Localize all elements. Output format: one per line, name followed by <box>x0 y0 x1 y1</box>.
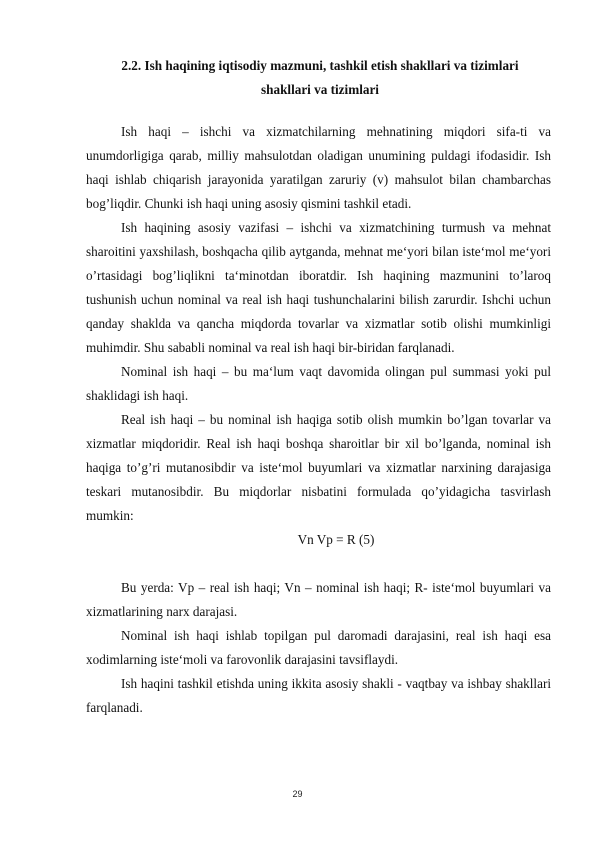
page-number: 29 <box>292 789 303 799</box>
section-heading <box>90 54 550 102</box>
paragraph-nominal-vs-real: Nominal ish haqi ishlab topilgan pul daromadi darajasini, real ish haqi esa xodimlarning iste‘moli va farovonlik darajasini tavsiflaydi. <box>86 628 551 667</box>
paragraph-formula-legend: Bu yerda: Vp – real ish haqi; Vn – nominal ish haqi; R- iste‘mol buyumlari va xizmatlarining narx darajasi. <box>86 580 551 619</box>
heading-line-1: 2.2. Ish haqining iqtisodiy mazmuni, tashkil etish shakllari va tizimlari <box>121 58 519 73</box>
paragraph-nominal-wage: Nominal ish haqi – bu ma‘lum vaqt davomida olingan pul summasi yoki pul shaklidagi ish haqi. <box>86 364 551 403</box>
formula: Vn Vp = R (5) <box>297 532 375 547</box>
body-text <box>86 120 551 720</box>
paragraph-main-function: Ish haqining asosiy vazifasi – ishchi va xizmatchining turmush va mehnat sharoitini yaxshilash, boshqacha qilib aytganda, mehnat me‘yori bilan iste‘mol me‘yori o’rtasidagi bog’liqlikni ta‘minotdan iboratdir. Ish haqining mazmunini to’laroq tushunish uchun nominal va real ish haqi tushunchalarini bilish zarurdir. Ishchi uchun qanday shaklda va qancha miqdorda tovarlar va xizmatlar sotib olishi mumkinligi muhimdir. Shu sababli nominal va real ish haqi bir-biridan farqlanadi. <box>86 220 551 355</box>
paragraph-wage-forms: Ish haqini tashkil etishda uning ikkita asosiy shakli - vaqtbay va ishbay shakllari farqlanadi. <box>86 676 551 715</box>
heading-line-2: shakllari va tizimlari <box>261 82 379 97</box>
paragraph-real-wage: Real ish haqi – bu nominal ish haqiga sotib olish mumkin bo’lgan tovarlar va xizmatlar miqdoridir. Real ish haqi boshqa sharoitlar bir xil bo’lganda, nominal ish haqiga to’g’ri mutanosibdir va iste‘mol buyumlari va xizmatlar narxining darajasiga teskari mutanosibdir. Bu miqdorlar nisbatini formulada qo’yidagicha tasvirlash mumkin: <box>86 412 551 523</box>
paragraph-ish-haqi-definition: Ish haqi – ishchi va xizmatchilarning mehnatining miqdori sifa-ti va unumdorligiga qarab, milliy mahsulotdan oladigan unumining puldagi ifodasidir. Ish haqi ishlab chiqarish jarayonida yaratilgan zaruriy (v) mahsulot bilan chambarchas bog’liqdir. Chunki ish haqi uning asosiy qismini tashkil etadi. <box>86 124 551 211</box>
